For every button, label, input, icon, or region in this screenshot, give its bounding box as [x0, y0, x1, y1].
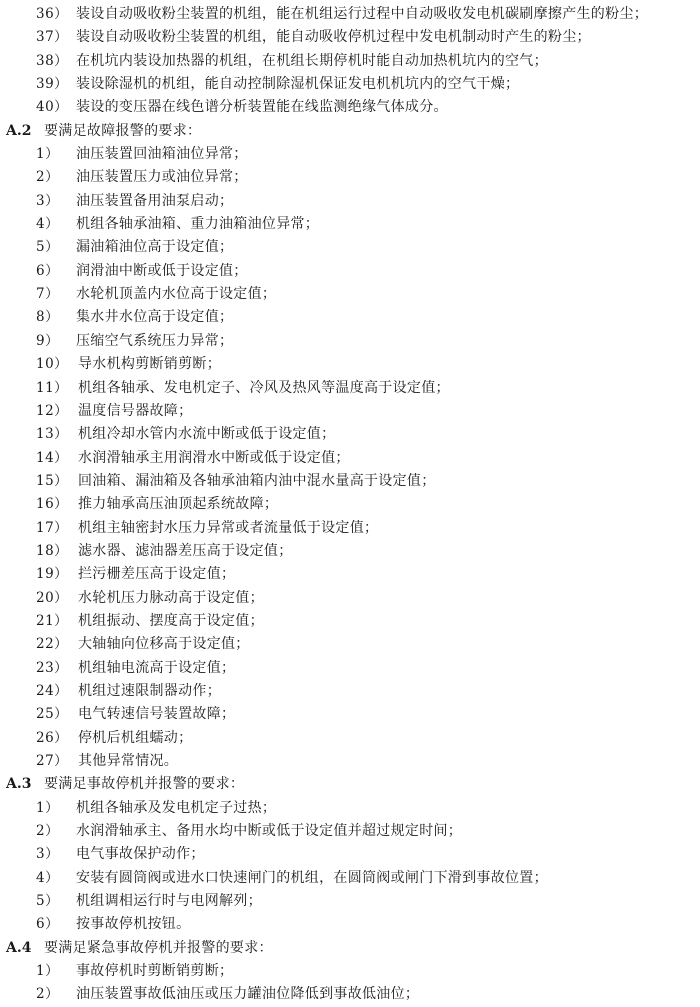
- item-text: 停机后机组蠕动；: [78, 729, 193, 746]
- item-number: 2）: [36, 823, 60, 840]
- item-text: 机组振动、摆度高于设定值；: [78, 612, 264, 629]
- section-number: A.3: [6, 776, 32, 793]
- item-text: 机组各轴承及发电机定子过热；: [76, 799, 277, 816]
- item-text: 推力轴承高压油顶起系统故障；: [78, 496, 279, 513]
- item-number: 18）: [36, 542, 69, 559]
- list-item: [0, 400, 700, 423]
- list-item: [0, 983, 700, 1006]
- item-number: 14）: [36, 449, 69, 466]
- list-item: [0, 493, 700, 516]
- section-heading-a2: [0, 120, 700, 143]
- list-item: [0, 330, 700, 353]
- item-number: 17）: [36, 519, 69, 536]
- item-number: 25）: [36, 706, 69, 723]
- item-number: 1）: [36, 799, 60, 816]
- item-text: 机组各轴承油箱、重力油箱油位异常；: [76, 216, 320, 233]
- item-text: 机组轴电流高于设定值；: [78, 659, 236, 676]
- item-number: 37）: [36, 29, 69, 46]
- item-text: 按事故停机按钮。: [76, 916, 191, 933]
- list-item: [0, 353, 700, 376]
- list-item: [0, 213, 700, 236]
- section-heading-a4: [0, 937, 700, 960]
- list-item: [0, 447, 700, 470]
- list-item: [0, 820, 700, 843]
- item-text: 压缩空气系统压力异常；: [76, 332, 234, 349]
- list-item: [0, 166, 700, 189]
- list-item: [0, 236, 700, 259]
- item-number: 16）: [36, 496, 69, 513]
- section-title: 要满足紧急事故停机并报警的要求：: [44, 939, 273, 956]
- section-heading-a3: [0, 773, 700, 796]
- list-item: [0, 750, 700, 773]
- item-number: 5）: [36, 239, 60, 256]
- list-item: [0, 517, 700, 540]
- section-number: A.2: [6, 122, 32, 139]
- item-number: 7）: [36, 286, 60, 303]
- list-item: [0, 306, 700, 329]
- item-text: 温度信号器故障；: [78, 402, 193, 419]
- item-number: 1）: [36, 146, 60, 163]
- item-number: 3）: [36, 192, 60, 209]
- list-item: [0, 470, 700, 493]
- list-item: [0, 26, 700, 49]
- item-number: 26）: [36, 729, 69, 746]
- section-title: 要满足故障报警的要求：: [44, 122, 202, 139]
- item-number: 6）: [36, 916, 60, 933]
- item-text: 机组各轴承、发电机定子、冷风及热风等温度高于设定值；: [78, 379, 450, 396]
- item-text: 装设自动吸收粉尘装置的机组，能在机组运行过程中自动吸收发电机碳刷摩擦产生的粉尘；: [76, 6, 648, 22]
- list-item: [0, 587, 700, 610]
- item-number: 3）: [36, 846, 60, 863]
- item-number: 15）: [36, 472, 69, 489]
- list-item: [0, 960, 700, 983]
- list-item: [0, 73, 700, 96]
- item-number: 8）: [36, 309, 60, 326]
- list-item: [0, 50, 700, 73]
- list-item: [0, 680, 700, 703]
- item-text: 润滑油中断或低于设定值；: [76, 262, 248, 279]
- item-text: 机组过速限制器动作；: [78, 682, 221, 699]
- section-title: 要满足事故停机并报警的要求：: [44, 776, 245, 793]
- item-text: 水轮机压力脉动高于设定值；: [78, 589, 264, 606]
- item-number: 22）: [36, 636, 69, 653]
- list-item: [0, 540, 700, 563]
- list-item: [0, 610, 700, 633]
- item-text: 电气转速信号装置故障；: [78, 706, 236, 723]
- list-item: [0, 563, 700, 586]
- item-text: 事故停机时剪断销剪断；: [76, 963, 234, 980]
- item-number: 23）: [36, 659, 69, 676]
- item-text: 装设的变压器在线色谱分析装置能在线监测绝缘气体成分。: [76, 99, 448, 116]
- item-text: 装设除湿机的机组，能自动控制除湿机保证发电机机坑内的空气干燥；: [76, 76, 520, 93]
- section-number: A.4: [6, 939, 32, 956]
- list-item: [0, 843, 700, 866]
- item-text: 水轮机顶盖内水位高于设定值；: [76, 286, 277, 303]
- item-text: 漏油箱油位高于设定值；: [76, 239, 234, 256]
- item-text: 安装有圆筒阀或进水口快速闸门的机组，在圆筒阀或闸门下滑到事故位置；: [76, 869, 548, 886]
- item-text: 装设自动吸收粉尘装置的机组，能自动吸收停机过程中发电机制动时产生的粉尘；: [76, 29, 591, 46]
- item-text: 水润滑轴承主用润滑水中断或低于设定值；: [78, 449, 350, 466]
- item-text: 大轴轴向位移高于设定值；: [78, 636, 250, 653]
- item-number: 9）: [36, 332, 60, 349]
- item-number: 40）: [36, 99, 69, 116]
- item-number: 6）: [36, 262, 60, 279]
- item-text: 机组冷却水管内水流中断或低于设定值；: [78, 426, 336, 443]
- list-item: [0, 260, 700, 283]
- item-text: 油压装置事故低油压或压力罐油位降低到事故低油位；: [76, 986, 420, 1003]
- item-text: 导水机构剪断销剪断；: [78, 356, 221, 373]
- item-number: 38）: [36, 52, 69, 69]
- item-number: 39）: [36, 76, 69, 93]
- list-item: [0, 3, 700, 26]
- item-text: 在机坑内装设加热器的机组，在机组长期停机时能自动加热机坑内的空气；: [76, 52, 548, 69]
- item-text: 拦污栅差压高于设定值；: [78, 566, 236, 583]
- item-number: 20）: [36, 589, 69, 606]
- item-number: 10）: [36, 356, 69, 373]
- item-text: 其他异常情况。: [78, 753, 179, 769]
- item-text: 机组主轴密封水压力异常或者流量低于设定值；: [78, 519, 379, 536]
- item-text: 机组调相运行时与电网解列；: [76, 893, 262, 910]
- item-text: 油压装置备用油泵启动；: [76, 192, 234, 209]
- list-item: [0, 913, 700, 936]
- item-number: 2）: [36, 169, 60, 186]
- list-item: [0, 423, 700, 446]
- item-text: 回油箱、漏油箱及各轴承油箱内油中混水量高于设定值；: [78, 472, 436, 489]
- list-item: [0, 633, 700, 656]
- list-item: [0, 657, 700, 680]
- item-text: 电气事故保护动作；: [76, 846, 205, 863]
- item-text: 油压装置回油箱油位异常；: [76, 146, 248, 163]
- list-item: [0, 190, 700, 213]
- list-item: [0, 703, 700, 726]
- list-item: [0, 867, 700, 890]
- item-number: 19）: [36, 566, 69, 583]
- item-number: 5）: [36, 893, 60, 910]
- item-number: 4）: [36, 216, 60, 233]
- list-item: [0, 377, 700, 400]
- item-number: 1）: [36, 963, 60, 980]
- item-number: 36）: [36, 6, 69, 22]
- item-text: 滤水器、滤油器差压高于设定值；: [78, 542, 293, 559]
- item-number: 27）: [36, 753, 69, 769]
- item-number: 4）: [36, 869, 60, 886]
- item-number: 11）: [36, 379, 69, 396]
- list-item: [0, 727, 700, 750]
- list-item: [0, 283, 700, 306]
- item-text: 水润滑轴承主、备用水均中断或低于设定值并超过规定时间；: [76, 823, 463, 840]
- list-item: [0, 797, 700, 820]
- item-number: 24）: [36, 682, 69, 699]
- item-text: 集水井水位高于设定值；: [76, 309, 234, 326]
- item-text: 油压装置压力或油位异常；: [76, 169, 248, 186]
- item-number: 21）: [36, 612, 69, 629]
- item-number: 13）: [36, 426, 69, 443]
- list-item: [0, 96, 700, 119]
- item-number: 2）: [36, 986, 60, 1003]
- item-number: 12）: [36, 402, 69, 419]
- list-item: [0, 143, 700, 166]
- list-item: [0, 890, 700, 913]
